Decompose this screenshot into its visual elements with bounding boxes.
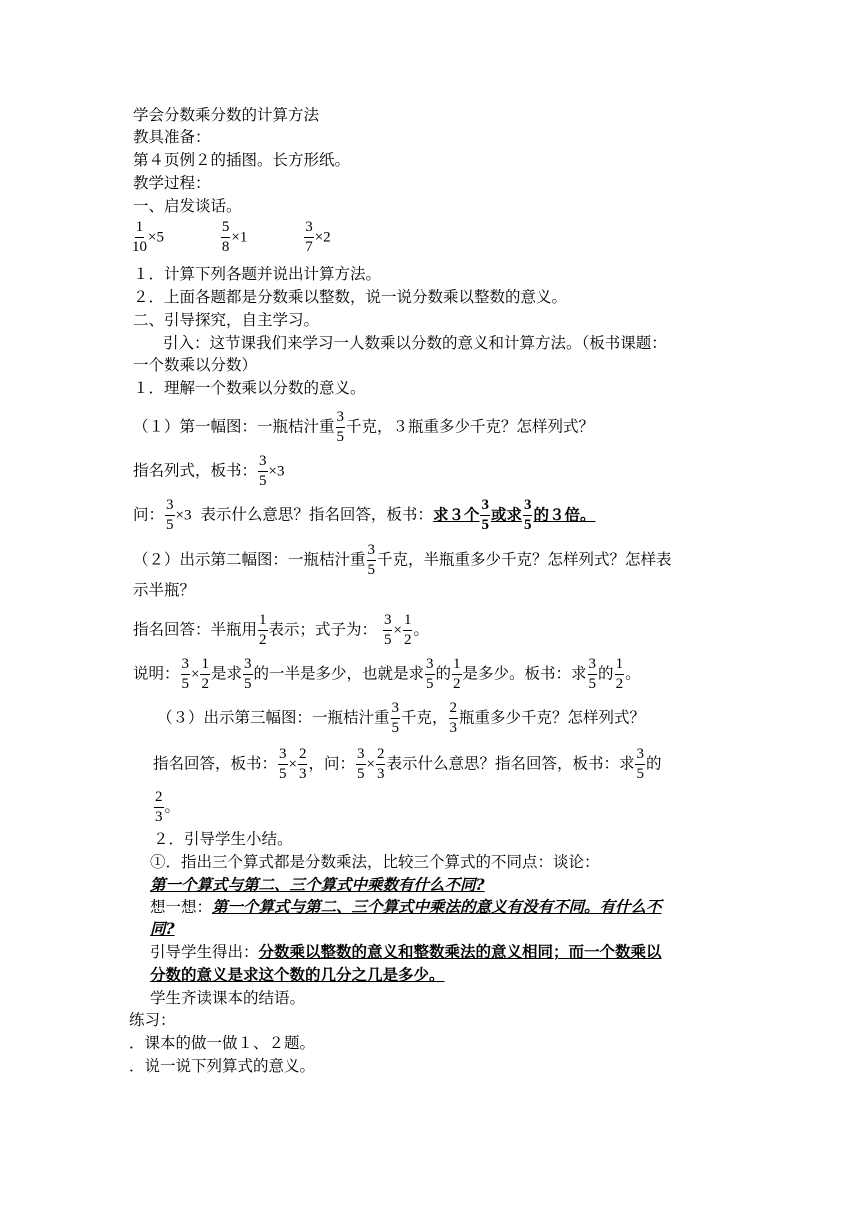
section2-heading: 二、引导探究，自主学习。 xyxy=(133,311,320,329)
q2-line: （２）出示第二幅图：一瓶桔汁重 $\frac{3}{5}$ 千克，半瓶重多少千克？怎样列式？怎样表 xyxy=(133,542,672,578)
q1-line: （１）第一幅图：一瓶桔汁重 $\frac{3}{5}$ 千克，３瓶重多少千克？怎样列式？ xyxy=(133,409,595,445)
intro-expressions: $\frac{1}{10}$ ×5 $\frac{5}{8}$ ×1 $\frac{3}{7}$ ×2 xyxy=(132,219,331,255)
part1-heading: １．理解一个数乘以分数的意义。 xyxy=(133,379,366,397)
fraction: $\frac{3}{5}$ xyxy=(336,409,345,445)
section2-intro-line2: 一个数乘以分数） xyxy=(133,356,258,374)
part2-heading: ２．引导学生小结。 xyxy=(153,830,293,848)
doc-title: 学会分数乘分数的计算方法 xyxy=(133,106,320,124)
q2-line2: 示半瓶？ xyxy=(133,581,196,599)
exercise-heading: 练习： xyxy=(129,1011,176,1029)
fraction: $\frac{3}{5}$ xyxy=(367,542,376,578)
part2-think: 想一想：第一个算式与第二、三个算式中乘法的意义有没有不同。有什么不 xyxy=(150,897,662,916)
q3-line: （３）出示第三幅图：一瓶桔汁重 $\frac{3}{5}$ 千克， $\frac{2}{3}$ 瓶重多少千克？怎样列式？ xyxy=(157,700,646,736)
section1-item-1: １．计算下列各题并说出计算方法。 xyxy=(133,265,382,283)
q2-explanation: 说明： $\frac{3}{5}$ × $\frac{1}{2}$ 是求 $\frac{3}{5}$ 的一半是多少，也就是求 $\frac{3}{5}$ 的 $\frac{1}{2}$ 是多少。板书：求 $\frac{3}{5}$ 的 $\frac{1}{2}$ 。 xyxy=(133,656,641,692)
exercise-item-1: ．课本的做一做１、２题。 xyxy=(129,1034,316,1052)
fraction: $\frac{5}{8}$ xyxy=(221,219,230,255)
fraction: $\frac{1}{2}$ xyxy=(259,612,267,648)
fraction: $\frac{3}{5}$ xyxy=(259,453,267,489)
part2-guide: 引导学生得出：分数乘以整数的意义和整数乘法的意义相同；而一个数乘以 xyxy=(150,942,662,961)
section2-intro-line1: 引入：这节课我们来学习一人数乘以分数的意义和计算方法。（板书课题： xyxy=(163,334,667,352)
section1-item-2: ２．上面各题都是分数乘以整数，说一说分数乘以整数的意义。 xyxy=(133,288,568,306)
part2-guide-cont: 分数的意义是求这个数的几分之几是多少。 xyxy=(150,965,445,984)
tools-heading: 教具准备： xyxy=(133,128,211,146)
tools-text: 第４页例２的插图。长方形纸。 xyxy=(133,151,351,169)
q1-question: 问： $\frac{3}{5}$ ×3 表示什么意思？指名回答，板书：求３个 $\frac{3}{5}$ 或求 $\frac{3}{5}$ 的３倍。 xyxy=(133,497,596,533)
process-heading: 教学过程： xyxy=(133,174,211,192)
part2-read: 学生齐读课本的结语。 xyxy=(150,989,306,1007)
fraction: $\frac{3}{7}$ xyxy=(305,219,313,255)
fraction: $\frac{3}{5}$ xyxy=(166,497,174,533)
q2-answer: 指名回答：半瓶用 $\frac{1}{2}$ 表示；式子为： $\frac{3}{5}$ × $\frac{1}{2}$ 。 xyxy=(133,612,429,648)
exercise-item-2: ．说一说下列算式的意义。 xyxy=(129,1057,316,1075)
q3-answer: 指名回答，板书： $\frac{3}{5}$ × $\frac{2}{3}$ ，问： $\frac{3}{5}$ × $\frac{2}{3}$ 表示什么意思？指名回答，板书：求 $\frac{3}{5}$ 的 xyxy=(153,746,662,782)
part2-think-cont: 同? xyxy=(150,919,175,938)
section1-heading: 一、启发谈话。 xyxy=(133,197,242,215)
fraction: $\frac{1}{10}$ xyxy=(132,219,147,255)
part2-item: ①．指出三个算式都是分数乘法，比较三个算式的不同点：谈论： xyxy=(150,853,600,871)
q1-listing: 指名列式，板书： $\frac{3}{5}$ ×3 xyxy=(133,453,285,489)
q3-answer-cont: $\frac{2}{3}$ 。 xyxy=(155,789,181,825)
q1-board-answer: 求３个 $\frac{3}{5}$ 或求 $\frac{3}{5}$ 的３倍。 xyxy=(432,497,596,533)
part2-question-1: 第一个算式与第二、三个算式中乘数有什么不同? xyxy=(150,875,485,894)
